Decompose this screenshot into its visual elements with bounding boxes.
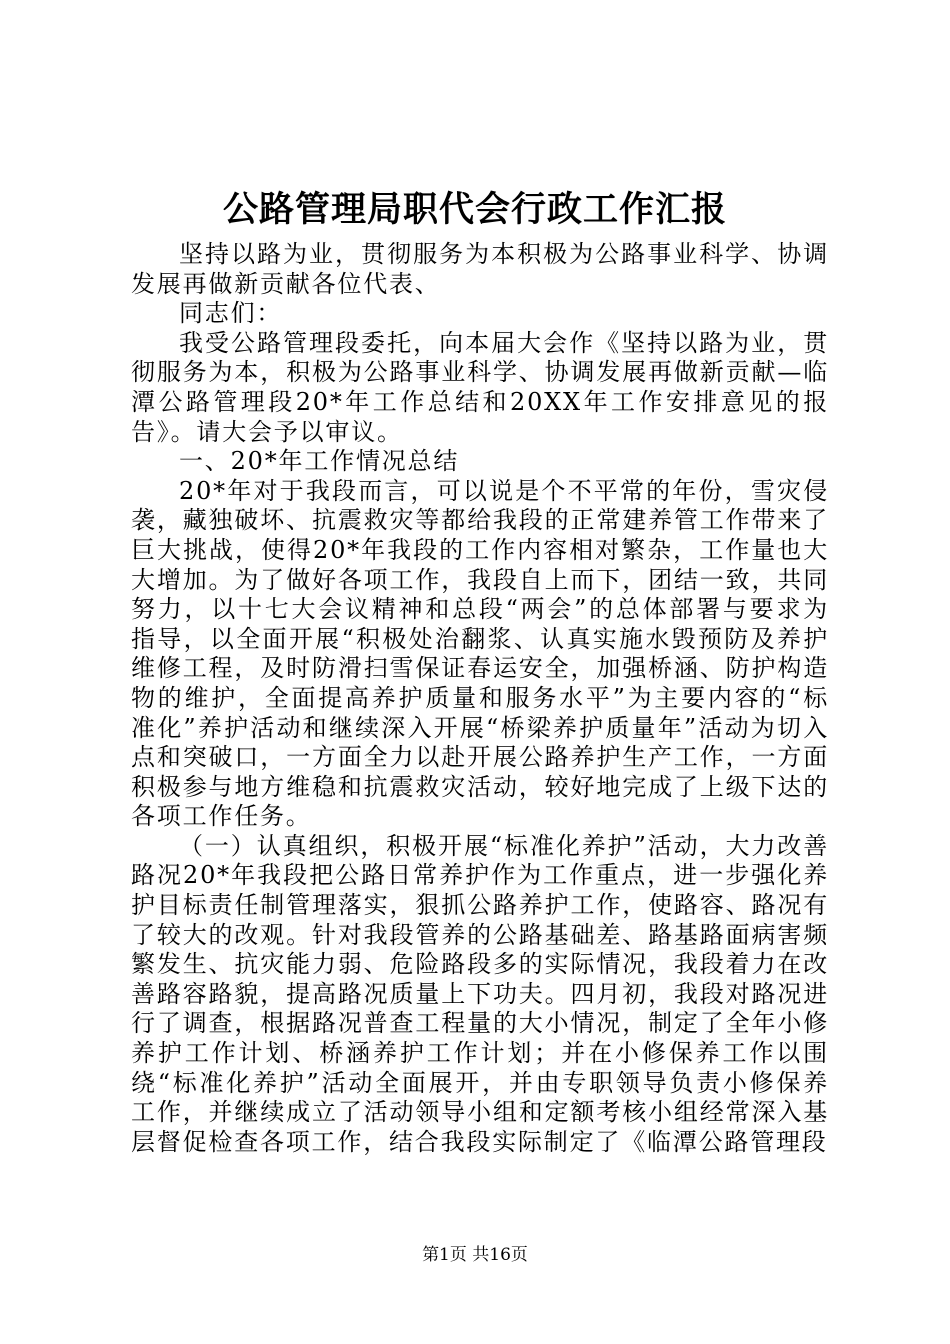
paragraph-introduction: 我受公路管理段委托，向本届大会作《坚持以路为业，贯彻服务为本，积极为公路事业科学、协调发展再做新贡献—临潭公路管理段20*年工作总结和20XX年工作安排意见的报告》。请大会予以审议。	[131, 328, 829, 446]
paragraph-opening: 坚持以路为业，贯彻服务为本积极为公路事业科学、协调发展再做新贡献各位代表、	[131, 240, 829, 298]
document-body	[131, 240, 829, 1157]
paragraph-summary: 20*年对于我段而言，可以说是个不平常的年份，雪灾侵袭，藏独破坏、抗震救灾等都给我段的正常建养管工作带来了巨大挑战，使得20*年我段的工作内容相对繁杂，工作量也大大增加。为了做好各项工作，我段自上而下，团结一致，共同努力，以十七大会议精神和总段“两会”的总体部署与要求为指导，以全面开展“积极处治翻浆、认真实施水毁预防及养护维修工程，及时防滑扫雪保证春运安全，加强桥涵、防护构造物的维护，全面提高养护质量和服务水平”为主要内容的“标准化”养护活动和继续深入开展“桥梁养护质量年”活动为切入点和突破口，一方面全力以赴开展公路养护生产工作，一方面积极参与地方维稳和抗震救灾活动，较好地完成了上级下达的各项工作任务。	[131, 476, 829, 831]
paragraph-salutation: 同志们：	[179, 299, 283, 328]
document-title: 公路管理局职代会行政工作汇报	[222, 189, 727, 230]
page-footer: 第1页 共16页	[422, 1245, 528, 1265]
paragraph-standardized-maintenance: （一）认真组织，积极开展“标准化养护”活动，大力改善路况20*年我段把公路日常养护作为工作重点，进一步强化养护目标责任制管理落实，狠抓公路养护工作，使路容、路况有了较大的改观。针对我段管养的公路基础差、路基路面病害频繁发生、抗灾能力弱、危险路段多的实际情况，我段着力在改善路容路貌，提高路况质量上下功夫。四月初，我段对路况进行了调查，根据路况普查工程量的大小情况，制定了全年小修养护工作计划、桥涵养护工作计划；并在小修保养工作以围绕“标准化养护”活动全面展开，并由专职领导负责小修保养工作，并继续成立了活动领导小组和定额考核小组经常深入基层督促检查各项工作，结合我段实际制定了《临潭公路管理段	[131, 831, 829, 1156]
section-heading: 一、20*年工作情况总结	[179, 447, 460, 476]
